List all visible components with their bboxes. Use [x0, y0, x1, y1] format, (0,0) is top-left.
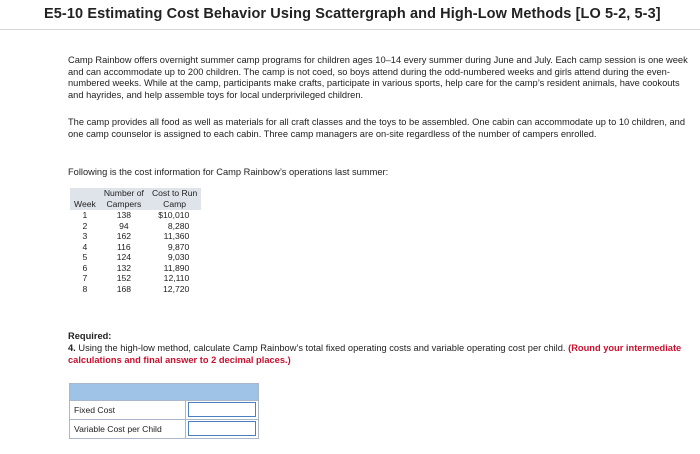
campers-cell: 132: [116, 262, 132, 273]
cost-table-header-row-1: [70, 188, 201, 199]
week-cell: 4: [82, 241, 88, 252]
campers-cell: 116: [117, 241, 131, 252]
required-heading: Required:: [68, 331, 112, 341]
required-instruction: [68, 343, 688, 366]
cost-cell: 9,870: [167, 241, 190, 252]
header-cost-line1: Cost to Run: [148, 188, 201, 199]
cost-cell: 11,890: [163, 262, 190, 273]
cost-cell: $10,010: [158, 210, 190, 220]
cost-cell: 12,720: [163, 283, 190, 294]
cost-cell: 8,280: [167, 220, 190, 231]
campers-cell: 94: [119, 220, 129, 231]
cost-cell: 12,110: [163, 273, 190, 283]
variable-cost-input[interactable]: [188, 421, 256, 436]
table-row: [70, 252, 201, 263]
intro-paragraph: Camp Rainbow offers overnight summer camp programs for children ages 10–14 every summer during June and July. Each camp session is one week and can accommodate up to 200 children. The camp is not coed, so boys attend during the odd-numbered weeks and girls attend during the even-numbered weeks. While at the camp, participants make crafts, participate in various sports, help care for the camp’s resident animals, have cookouts and hayrides, and help assemble toys for local underprivileged children.: [68, 55, 688, 100]
campers-cell: 162: [116, 231, 132, 241]
fixed-cost-row: [69, 401, 259, 420]
table-row: [70, 210, 201, 221]
week-cell: 1: [82, 210, 88, 220]
header-campers-line1: Number of: [100, 188, 148, 199]
header-week: Week: [70, 199, 100, 211]
table-row: [70, 231, 201, 242]
table-row: [70, 263, 201, 274]
campers-cell: 138: [116, 210, 132, 220]
campers-cell: 124: [116, 252, 132, 262]
campers-cell: 168: [116, 283, 132, 294]
requirement-number: 4.: [68, 343, 76, 353]
week-cell: 6: [82, 262, 88, 273]
rounding-note: (Round your intermediate calculations and final answer to 2 decimal places.): [68, 343, 682, 365]
header-week-spacer: [70, 188, 100, 199]
campers-cell: 152: [116, 273, 132, 283]
cost-cell: 9,030: [167, 252, 190, 262]
answer-grid: [69, 383, 259, 439]
variable-cost-label: Variable Cost per Child: [70, 420, 186, 438]
table-row: [70, 273, 201, 284]
week-cell: 8: [82, 283, 88, 294]
week-cell: 3: [82, 231, 88, 241]
answer-grid-header: [69, 383, 259, 401]
table-intro-paragraph: Following is the cost information for Camp Rainbow’s operations last summer:: [68, 167, 389, 177]
header-campers-line2: Campers: [100, 199, 148, 211]
header-cost-line2: Camp: [148, 199, 201, 211]
table-row: [70, 284, 201, 295]
provisions-paragraph: The camp provides all food as well as materials for all craft classes and the toys to be assembled. One cabin can accommodate up to 10 children, and one camp counselor is assigned to each cabin. Three camp managers are on-site regardless of the number of campers enrolled.: [68, 117, 686, 139]
fixed-cost-input[interactable]: [188, 402, 256, 417]
table-row: [70, 221, 201, 232]
variable-cost-row: [69, 420, 259, 439]
cost-table-header-row-2: [70, 199, 201, 211]
cost-table: [70, 188, 201, 294]
exercise-title: E5-10 Estimating Cost Behavior Using Scattergraph and High-Low Methods [LO 5-2, 5-3]: [44, 6, 661, 22]
title-divider: [0, 29, 700, 30]
week-cell: 2: [82, 220, 88, 231]
requirement-text: Using the high-low method, calculate Camp Rainbow’s total fixed operating costs and variable operating cost per child.: [75, 343, 569, 353]
cost-cell: 11,360: [163, 231, 190, 241]
table-row: [70, 242, 201, 253]
week-cell: 7: [82, 273, 88, 283]
week-cell: 5: [82, 252, 88, 262]
fixed-cost-label: Fixed Cost: [70, 401, 186, 419]
